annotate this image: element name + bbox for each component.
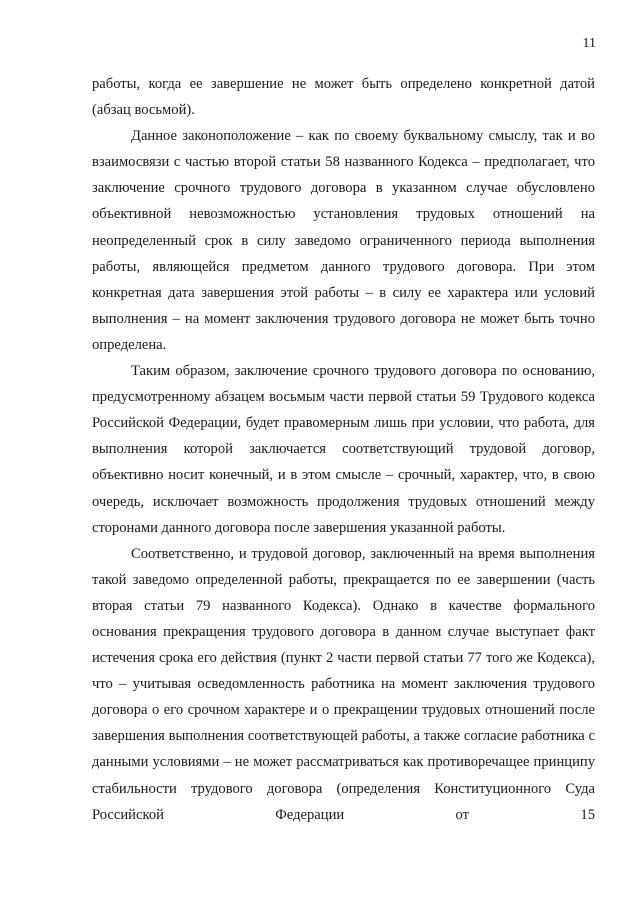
paragraph-legal-provision: Данное законоположение – как по своему буквальному смыслу, так и во взаимосвязи с частью второй статьи 58 названного Кодекса – предполагает, что заключение срочного трудового договора в указанном случае обусловлено объективной невозможностью установления трудовых отношений на неопределенный срок в силу заведомо ограниченного периода выполнения работы, являющейся предметом данного трудового договора. При этом конкретная дата завершения этой работы – в силу ее характера или условий выполнения – на момент заключения трудового договора не может быть точно определена. [92,128,595,353]
paragraph-continuation: работы, когда ее завершение не может быть определено конкретной датой (абзац восьмой). [92,76,595,119]
paragraph-conclusion: Таким образом, заключение срочного трудового договора по основанию, предусмотренному абзацем восьмым части первой статьи 59 Трудового кодекса Российской Федерации, будет правомерным лишь при условии, что работа, для выполнения которой заключается соответствующий трудовой договор, объективно носит конечный, и в этом смысле – срочный, характер, что, в свою очередь, исключает возможность продолжения трудовых отношений между сторонами данного договора после завершения указанной работы. [92,363,595,536]
paragraph-termination: Соответственно, и трудовой договор, заключенный на время выполнения такой заведомо определенной работы, прекращается по ее завершении (часть вторая статьи 79 названного Кодекса). Однако в качестве формального основания прекращения трудового договора в данном случае выступает факт истечения срока его действия (пункт 2 части первой статьи 77 того же Кодекса), что – учитывая осведомленность работника на момент заключения трудового договора о его срочном характере и о прекращении трудовых отношений после завершения выполнения соответствующей работы, а также согласие работника с данными условиями – не может рассматриваться как противоречащее принципу стабильности трудового договора (определения Конституционного Суда Российской Федерации от 15 [92,545,595,823]
document-body [92,71,595,828]
page-number: 11 [582,36,596,51]
